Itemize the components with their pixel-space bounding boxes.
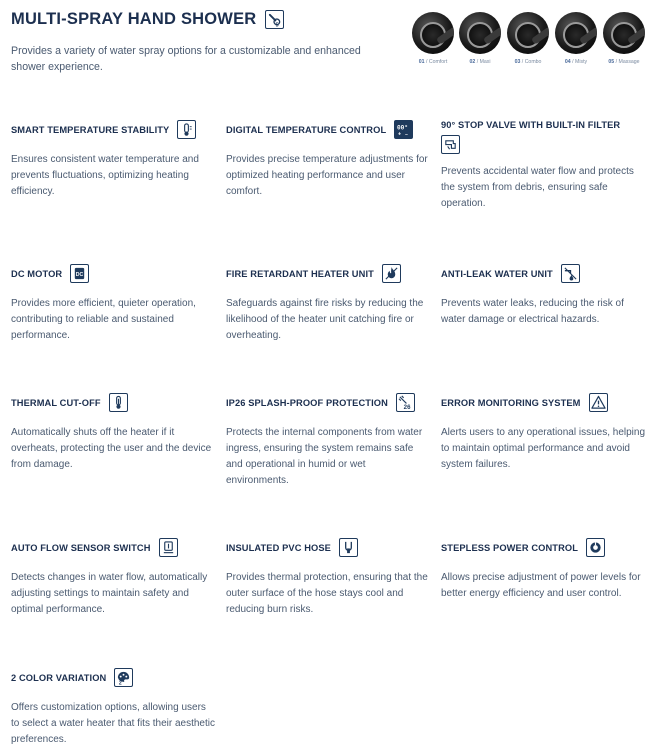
feature-description: Safeguards against fire risks by reducing the likelihood of the heater unit catching fire or overheating. bbox=[226, 298, 424, 341]
page-title-text: MULTI-SPRAY HAND SHOWER bbox=[11, 10, 257, 28]
anti-leak-icon bbox=[561, 264, 580, 283]
feature-dc-motor bbox=[11, 264, 216, 344]
feature-title: AUTO FLOW SENSOR SWITCH bbox=[11, 542, 151, 553]
digital-display-icon bbox=[394, 120, 413, 139]
spray-mode-label: 02 / Maxi bbox=[469, 59, 491, 65]
feature-description: Offers customization options, allowing users to select a water heater that fits their aesthetic preferences. bbox=[11, 702, 215, 745]
svg-text:DC: DC bbox=[76, 271, 84, 278]
feature-description: Provides precise temperature adjustments for optimized heating performance and user comfort. bbox=[226, 154, 428, 197]
hose-icon bbox=[339, 538, 358, 557]
feature-title: SMART TEMPERATURE STABILITY bbox=[11, 124, 170, 135]
feature-auto-flow-sensor bbox=[11, 538, 216, 618]
hand-shower-icon bbox=[265, 10, 284, 29]
feature-title: FIRE RETARDANT HEATER UNIT bbox=[226, 268, 374, 279]
svg-text:5: 5 bbox=[275, 22, 280, 27]
feature-title: 2 COLOR VARIATION bbox=[11, 672, 107, 683]
feature-title: 90° STOP VALVE WITH BUILT-IN FILTER bbox=[441, 120, 621, 130]
warning-icon bbox=[589, 393, 608, 412]
thermal-cutoff-icon bbox=[109, 393, 128, 412]
feature-description: Ensures consistent water temperature and prevents fluctuations, optimizing heating efficiency. bbox=[11, 154, 199, 197]
feature-title: IP26 SPLASH-PROOF PROTECTION bbox=[226, 397, 388, 408]
spray-mode-label: 01 / Comfort bbox=[418, 59, 448, 65]
spray-mode-image bbox=[459, 12, 501, 54]
power-dial-icon bbox=[586, 538, 605, 557]
spray-mode-image bbox=[412, 12, 454, 54]
svg-text:+ –: + – bbox=[398, 130, 409, 137]
spray-mode-item bbox=[505, 12, 551, 65]
spray-mode-image bbox=[507, 12, 549, 54]
page-title bbox=[11, 10, 284, 29]
thermometer-icon bbox=[177, 120, 196, 139]
spray-mode-item bbox=[410, 12, 456, 65]
feature-2-color-variation bbox=[11, 668, 216, 748]
feature-smart-temperature-stability bbox=[11, 120, 216, 200]
feature-digital-temperature-control bbox=[226, 120, 431, 200]
svg-text:2: 2 bbox=[119, 680, 123, 685]
fire-icon bbox=[382, 264, 401, 283]
feature-fire-retardant-heater bbox=[226, 264, 431, 344]
spray-mode-label: 04 / Misty bbox=[564, 59, 588, 65]
feature-ip26-splash-proof bbox=[226, 393, 431, 489]
spray-mode-label: 03 / Combo bbox=[514, 59, 542, 65]
feature-title: ANTI-LEAK WATER UNIT bbox=[441, 268, 553, 279]
svg-text:26: 26 bbox=[403, 404, 411, 410]
spray-mode-item bbox=[553, 12, 599, 65]
feature-description: Provides more efficient, quieter operation, contributing to reliable and sustained performance. bbox=[11, 298, 196, 341]
feature-thermal-cut-off bbox=[11, 393, 216, 473]
spray-mode-image bbox=[555, 12, 597, 54]
feature-stop-valve bbox=[441, 120, 646, 212]
valve-icon bbox=[441, 135, 460, 154]
color-variation-icon bbox=[114, 668, 133, 687]
feature-title: STEPLESS POWER CONTROL bbox=[441, 542, 579, 553]
spray-mode-item bbox=[601, 12, 647, 65]
page-description: Provides a variety of water spray options for a customizable and enhanced shower experience. bbox=[11, 45, 361, 73]
spray-mode-item bbox=[457, 12, 503, 65]
feature-description: Allows precise adjustment of power levels for better energy efficiency and user control. bbox=[441, 572, 641, 599]
spray-mode-label: 05 / Massage bbox=[608, 59, 640, 65]
feature-title: INSULATED PVC HOSE bbox=[226, 542, 331, 553]
feature-title: THERMAL CUT-OFF bbox=[11, 397, 101, 408]
ip26-icon bbox=[396, 393, 415, 412]
spray-mode-image bbox=[603, 12, 645, 54]
spray-mode-gallery bbox=[410, 12, 646, 72]
svg-text:00°: 00° bbox=[397, 124, 409, 132]
feature-description: Provides thermal protection, ensuring that the outer surface of the hose stays cool and reducing burn risks. bbox=[226, 572, 428, 615]
feature-description: Detects changes in water flow, automatically adjusting settings to maintain safety and optimal performance. bbox=[11, 572, 208, 615]
feature-description: Alerts users to any operational issues, helping to maintain optimal performance and avoid system failures. bbox=[441, 427, 646, 470]
feature-title: DIGITAL TEMPERATURE CONTROL bbox=[226, 124, 387, 135]
feature-insulated-pvc-hose bbox=[226, 538, 431, 618]
feature-anti-leak-water-unit bbox=[441, 264, 646, 328]
flow-sensor-icon bbox=[159, 538, 178, 557]
feature-description: Prevents accidental water flow and protects the system from debris, ensuring safe operation. bbox=[441, 166, 634, 209]
feature-error-monitoring bbox=[441, 393, 646, 473]
dc-motor-icon bbox=[70, 264, 89, 283]
feature-description: Protects the internal components from water ingress, ensuring the system remains safe and operational in humid or wet environments. bbox=[226, 427, 423, 486]
feature-title: DC MOTOR bbox=[11, 268, 63, 279]
feature-title: ERROR MONITORING SYSTEM bbox=[441, 397, 581, 408]
feature-description: Prevents water leaks, reducing the risk of water damage or electrical hazards. bbox=[441, 298, 624, 325]
feature-description: Automatically shuts off the heater if it overheats, protecting the user and the device from damage. bbox=[11, 427, 212, 470]
feature-stepless-power-control bbox=[441, 538, 646, 602]
